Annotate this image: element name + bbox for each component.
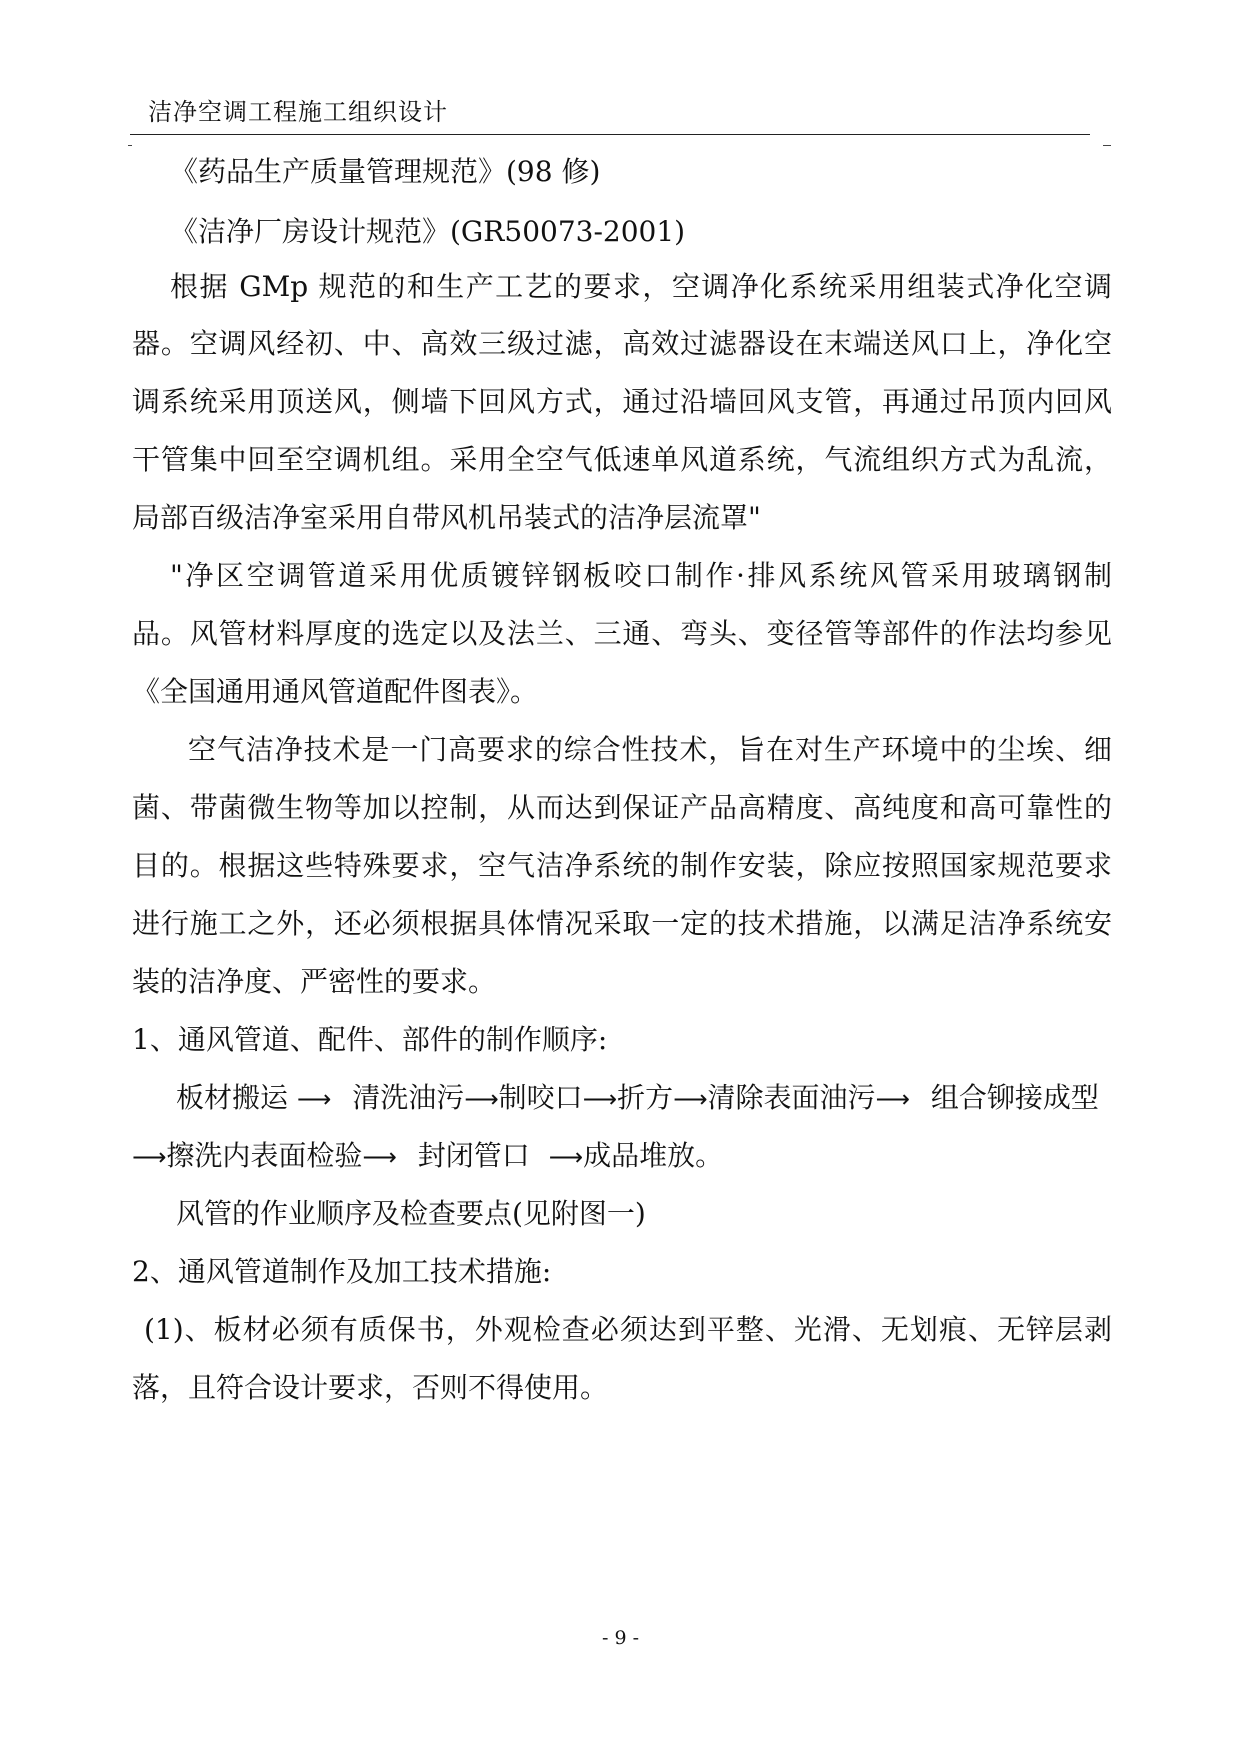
para1-line2: 器。空调风经初、中、高效三级过滤，高效过滤器设在末端送风口上，净化空 bbox=[132, 327, 1112, 360]
para3-line3: 目的。根据这些特殊要求，空气洁净系统的制作安装，除应按照国家规范要求 bbox=[132, 849, 1112, 882]
flow-arrow-icon: ⟶ bbox=[464, 1085, 499, 1113]
para3-line4: 进行施工之外，还必须根据具体情况采取一定的技术措施，以满足洁净系统安 bbox=[132, 907, 1112, 940]
flow-step-8: 封闭管口 bbox=[417, 1139, 530, 1172]
item-1-line1: (1)、板材必须有质保书，外观检查必须达到平整、光滑、无划痕、无锌层剥 bbox=[144, 1313, 1112, 1346]
flow-step-2: 清洗油污 bbox=[352, 1081, 465, 1114]
section-1-heading: 1、通风管道、配件、部件的制作顺序: bbox=[132, 1023, 608, 1056]
flow-step-5: 清除表面油污 bbox=[707, 1081, 876, 1114]
flow-arrow-icon: ⟶ bbox=[582, 1085, 618, 1113]
header-tick-right bbox=[1103, 145, 1111, 146]
para2-line1: "净区空调管道采用优质镀锌钢板咬口制作·排风系统风管采用玻璃钢制 bbox=[170, 559, 1112, 592]
section-2-heading: 2、通风管道制作及加工技术措施: bbox=[132, 1255, 552, 1288]
para1-line3: 调系统采用顶送风，侧墙下回风方式，通过沿墙回风支管，再通过吊顶内回风 bbox=[132, 385, 1112, 418]
running-header: 洁净空调工程施工组织设计 bbox=[148, 98, 448, 126]
flow-arrow-icon: ⟶ bbox=[362, 1143, 397, 1171]
flow-row-1 bbox=[176, 1078, 1099, 1118]
para1-line4: 干管集中回至空调机组。采用全空气低速单风道系统，气流组织方式为乱流， bbox=[132, 443, 1112, 476]
item-1-line2: 落，且符合设计要求，否则不得使用。 bbox=[132, 1371, 609, 1404]
flow-step-9: 成品堆放。 bbox=[583, 1139, 724, 1172]
ref-line-2: 《洁净厂房设计规范》(GR50073-2001) bbox=[170, 215, 686, 248]
para1-line5: 局部百级洁净室采用自带风机吊装式的洁净层流罩" bbox=[132, 501, 761, 534]
para3-line5: 装的洁净度、严密性的要求。 bbox=[132, 965, 497, 998]
header-rule bbox=[130, 134, 1090, 135]
flow-step-4: 折方 bbox=[617, 1081, 674, 1114]
para2-line3: 《全国通用通风管道配件图表》。 bbox=[132, 675, 539, 708]
ref-line-1: 《药品生产质量管理规范》(98 修) bbox=[170, 155, 601, 188]
page-number: - 9 - bbox=[601, 1627, 639, 1649]
flow-step-6: 组合铆接成型 bbox=[930, 1081, 1099, 1114]
flow-step-1: 板材搬运 bbox=[176, 1081, 289, 1114]
para2-line2: 品。风管材料厚度的选定以及法兰、三通、弯头、变径管等部件的作法均参见 bbox=[132, 617, 1112, 650]
para3-line1: 空气洁净技术是一门高要求的综合性技术，旨在对生产环境中的尘埃、细 bbox=[188, 733, 1112, 766]
flow-row-2 bbox=[132, 1136, 723, 1176]
flow-arrow-icon: ⟶ bbox=[548, 1143, 584, 1171]
flow-step-7: 擦洗内表面检验 bbox=[166, 1139, 363, 1172]
flow-arrow-icon: ⟶ bbox=[673, 1085, 708, 1113]
flow-step-3: 制咬口 bbox=[498, 1081, 583, 1114]
flow-arrow-icon: ⟶ bbox=[132, 1143, 167, 1171]
para1-line1: 根据 GMp 规范的和生产工艺的要求，空调净化系统采用组装式净化空调 bbox=[170, 270, 1112, 303]
figure-reference: 风管的作业顺序及检查要点(见附图一) bbox=[176, 1197, 646, 1230]
header-tick-left bbox=[128, 145, 132, 146]
flow-arrow-icon: ⟶ bbox=[875, 1085, 910, 1113]
para3-line2: 菌、带菌微生物等加以控制，从而达到保证产品高精度、高纯度和高可靠性的 bbox=[132, 791, 1112, 824]
flow-arrow-icon: ⟶ bbox=[296, 1085, 332, 1113]
